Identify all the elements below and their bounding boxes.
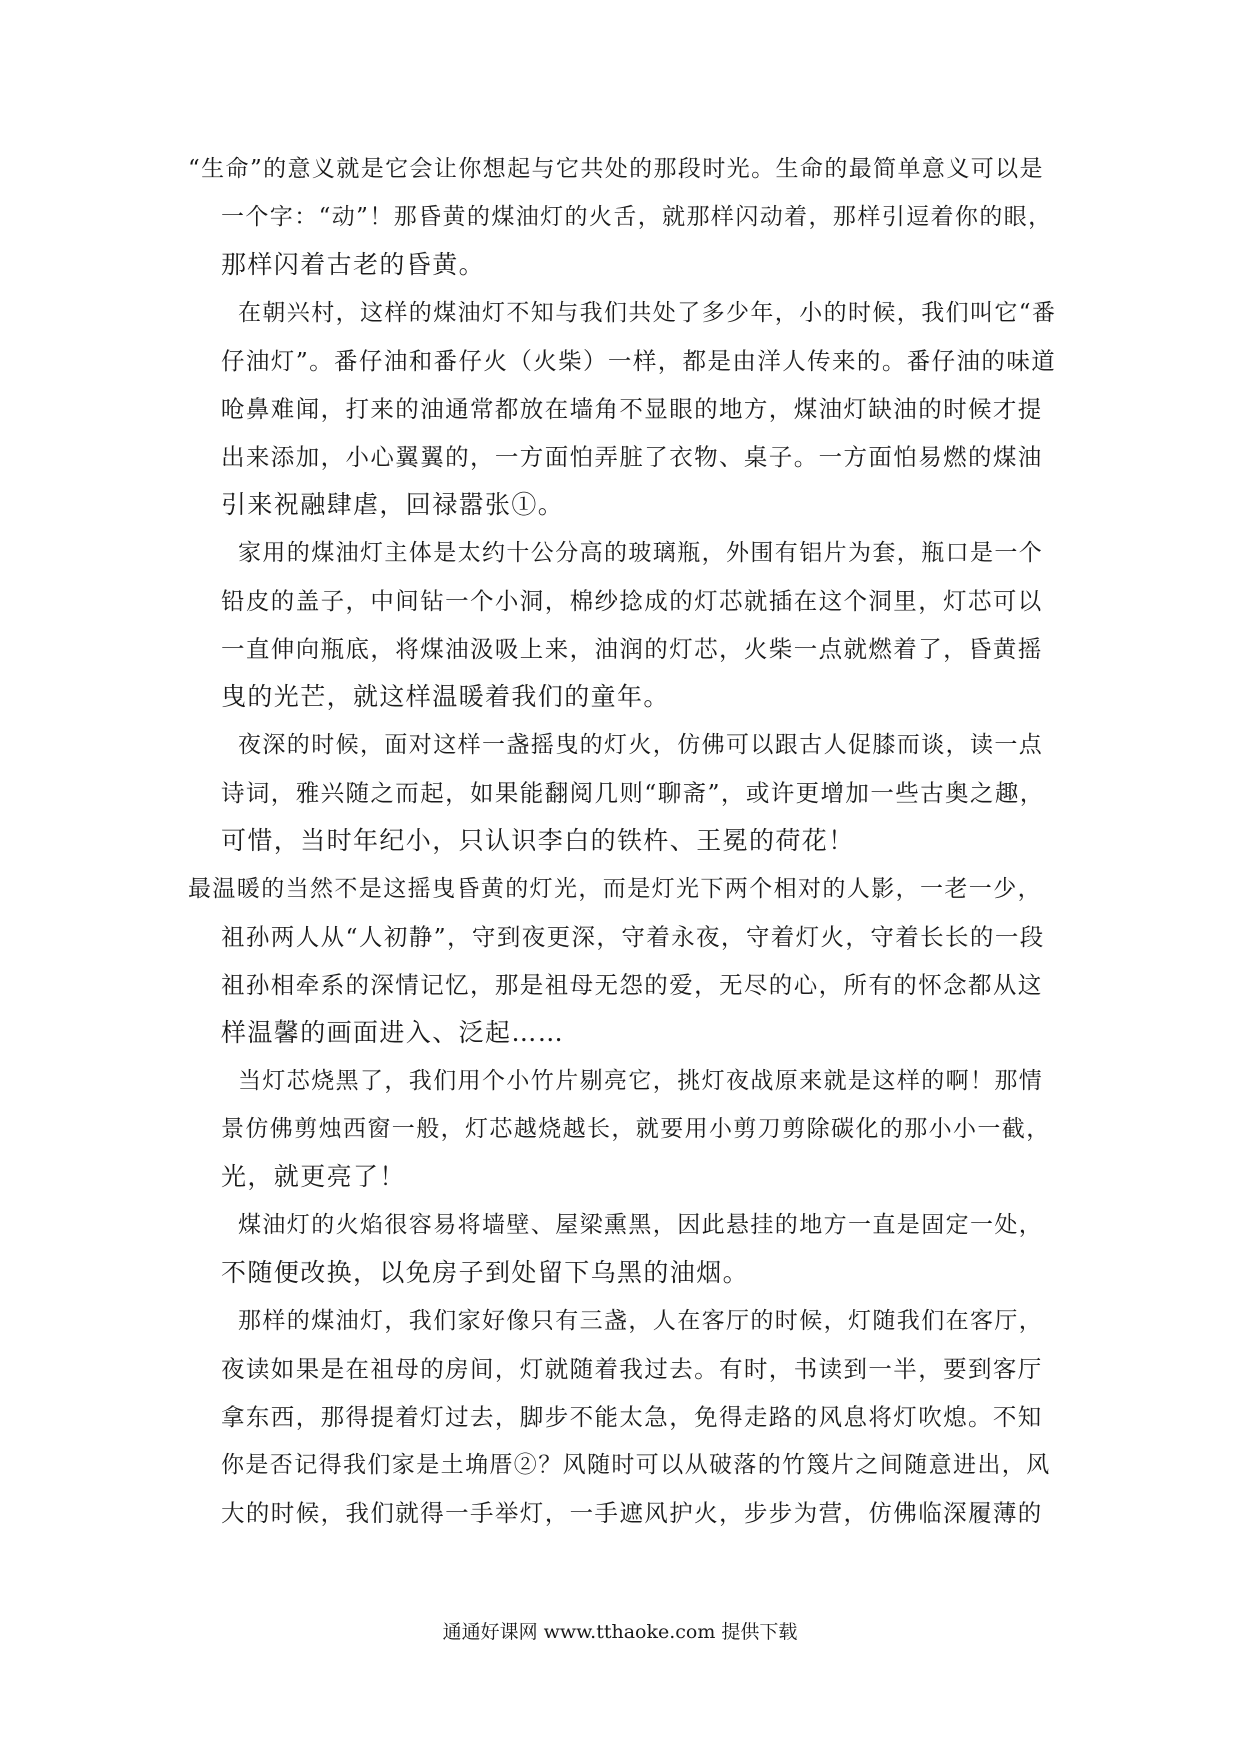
text-line: 不随便改换，以免房子到处留下乌黑的油烟。 [221,1258,750,1287]
text-line: 出来添加，小心翼翼的，一方面怕弄脏了衣物、桌子。一方面怕易燃的煤油 [221,443,1043,471]
text-line: 家用的煤油灯主体是太约十公分高的玻璃瓶，外围有铝片为套，瓶口是一个 [238,540,1044,566]
text-line: 可惜，当时年纪小，只认识李白的铁杵、王冕的荷花！ [221,826,855,855]
page-footer: 通通好课网 www.tthaoke.com 提供下载 [442,1621,798,1643]
text-line: 夜深的时候，面对这样一盏摇曳的灯火，仿佛可以跟古人促膝而谈，读一点 [238,732,1044,758]
text-line: 诗词，雅兴随之而起，如果能翻阅几则“聊斋”，或许更增加一些古奥之趣， [221,779,1045,807]
text-line: 铅皮的盖子，中间钻一个小洞，棉纱捻成的灯芯就插在这个洞里，灯芯可以 [221,587,1043,615]
text-line: 祖孙相牵系的深情记忆，那是祖母无怨的爱，无尽的心，所有的怀念都从这 [221,971,1043,999]
text-line: “生命”的意义就是它会让你想起与它共处的那段时光。生命的最简单意义可以是 [188,156,1044,182]
text-line: 曳的光芒，就这样温暖着我们的童年。 [221,682,670,711]
text-line: 光，就更亮了！ [221,1162,406,1191]
text-line: 祖孙两人从“人初静”，守到夜更深，守着永夜，守着灯火，守着长长的一段 [221,923,1045,951]
text-line: 夜读如果是在祖母的房间，灯就随着我过去。有时，书读到一半，要到客厅 [221,1355,1043,1383]
text-line: 大的时候，我们就得一手举灯，一手遮风护火，步步为营，仿佛临深履薄的 [221,1499,1043,1527]
text-line: 景仿佛剪烛西窗一般，灯芯越烧越长，就要用小剪刀剪除碳化的那小小一截， [221,1116,1051,1142]
text-line: 你是否记得我们家是土埆厝②？风随时可以从破落的竹篾片之间随意进出，风 [221,1452,1051,1478]
text-line: 煤油灯的火焰很容易将墙壁、屋梁熏黑，因此悬挂的地方一直是固定一处， [238,1212,1044,1238]
text-line: 在朝兴村，这样的煤油灯不知与我们共处了多少年，小的时候，我们叫它“番 [238,300,1057,326]
text-line: 引来祝融肆虐，回禄嚣张①。 [221,490,565,519]
text-line: 呛鼻难闻，打来的油通常都放在墙角不显眼的地方，煤油灯缺油的时候才提 [221,395,1043,423]
text-line: 一个字：“动”！那昏黄的煤油灯的火舌，就那样闪动着，那样引逗着你的眼， [221,204,1053,230]
text-line: 一直伸向瓶底，将煤油汲吸上来，油润的灯芯，火柴一点就燃着了，昏黄摇 [221,635,1043,663]
text-line: 那样的煤油灯，我们家好像只有三盏，人在客厅的时候，灯随我们在客厅， [238,1308,1044,1334]
text-line: 样温馨的画面进入、泛起…… [221,1018,565,1047]
text-line: 拿东西，那得提着灯过去，脚步不能太急，免得走路的风息将灯吹熄。不知 [221,1403,1043,1431]
text-line: 当灯芯烧黑了，我们用个小竹片剔亮它，挑灯夜战原来就是这样的啊！那情 [238,1068,1044,1094]
text-line: 最温暖的当然不是这摇曳昏黄的灯光，而是灯光下两个相对的人影，一老一少， [188,876,1042,902]
text-line: 仔油灯”。番仔油和番仔火（火柴）一样，都是由洋人传来的。番仔油的味道 [221,347,1057,375]
text-line: 那样闪着古老的昏黄。 [221,250,486,279]
